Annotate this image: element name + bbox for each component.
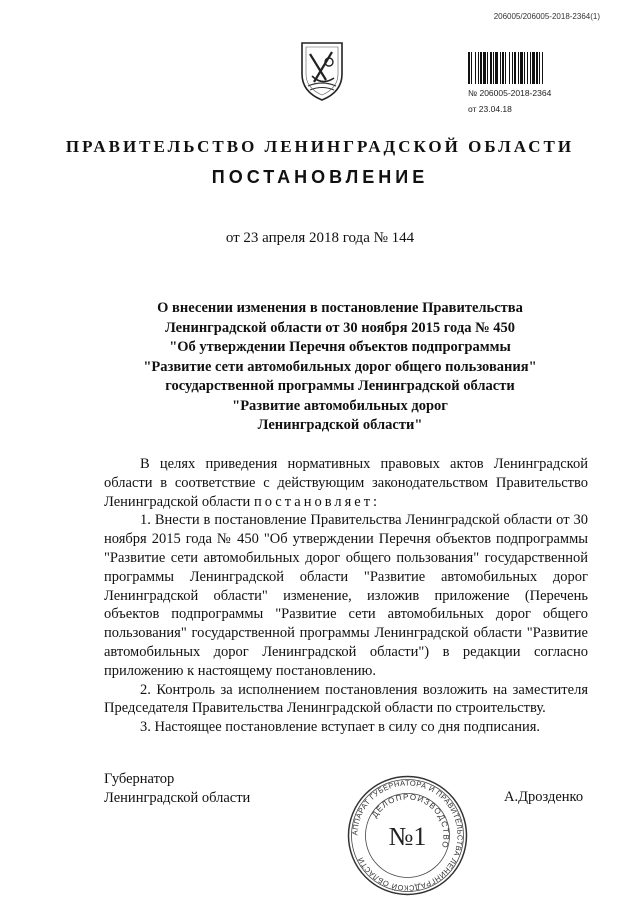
document-type: ПОСТАНОВЛЕНИЕ	[211, 167, 429, 187]
resolves-word: постановляет:	[253, 493, 381, 510]
registration-number: № 206005-2018-2364	[468, 88, 552, 98]
preamble-paragraph	[104, 455, 588, 511]
registration-block	[468, 52, 608, 116]
position-line: Губернатор	[104, 771, 175, 787]
signatory-name: А.Дрозденко	[504, 789, 584, 805]
government-title: ПРАВИТЕЛЬСТВО ЛЕНИНГРАДСКОЙ ОБЛАСТИ	[65, 137, 575, 156]
registration-date: от 23.04.18	[468, 104, 512, 114]
subject-line: Ленинградской области от 30 ноября 2015 года № 450	[164, 319, 516, 336]
preamble-text: В целях приведения нормативных правовых актов Ленинградской области в соответствие с действующим законодательством Правительство Ленинградской области	[104, 456, 588, 510]
subject-line: Ленинградской области"	[257, 417, 423, 433]
subject-line: О внесении изменения в постановление Правительства	[157, 300, 523, 316]
position-line: Ленинградской области	[104, 790, 251, 806]
seal-inner-text: ДЕЛОПРОИЗВОДСТВО	[370, 792, 451, 850]
document-date-number: от 23 апреля 2018 года № 144	[225, 230, 415, 246]
signatory-position	[104, 770, 250, 808]
subject-line: государственной программы Ленинградской области	[165, 378, 515, 394]
official-seal-icon	[345, 773, 470, 898]
subject-line: "Развитие автомобильных дорог	[232, 397, 448, 414]
barcode-stripe	[543, 52, 546, 84]
document-id: 206005/206005-2018-2364(1)	[493, 12, 600, 21]
item-2: 2. Контроль за исполнением постановления возложить на заместителя Председателя Правительства Ленинградской области по строительству.	[104, 681, 588, 717]
seal-number: №1	[388, 822, 427, 851]
subject-line: "Об утверждении Перечня объектов подпрограммы	[169, 339, 511, 355]
item-3: 3. Настоящее постановление вступает в силу со дня подписания.	[140, 719, 541, 736]
barcode-icon	[468, 52, 604, 84]
subject-line: "Развитие сети автомобильных дорог общего пользования"	[143, 358, 537, 375]
document-body	[104, 455, 588, 737]
seal-outer-text: АППАРАТ ГУБЕРНАТОРА И ПРАВИТЕЛЬСТВА ЛЕНИНГРАДСКОЙ ОБЛАСТИ	[350, 778, 465, 893]
document-subject	[100, 299, 580, 436]
coat-of-arms-emblem-icon	[298, 40, 346, 102]
item-1: 1. Внести в постановление Правительства Ленинградской области от 30 ноября 2015 года № 450 "Об утверждении Перечня объектов подпрограммы "Развитие сети автомобильных дорог общего пользования" государственной программы Ленинградской области "Развитие автомобильных дорог Ленинградской области" изменение, изложив приложение (Перечень объектов подпрограммы "Развитие сети автомобильных дорог общего пользования" государственной программы Ленинградской области "Развитие автомобильных дорог Ленинградской области") в редакции согласно приложению к настоящему постановлению.	[104, 512, 588, 679]
